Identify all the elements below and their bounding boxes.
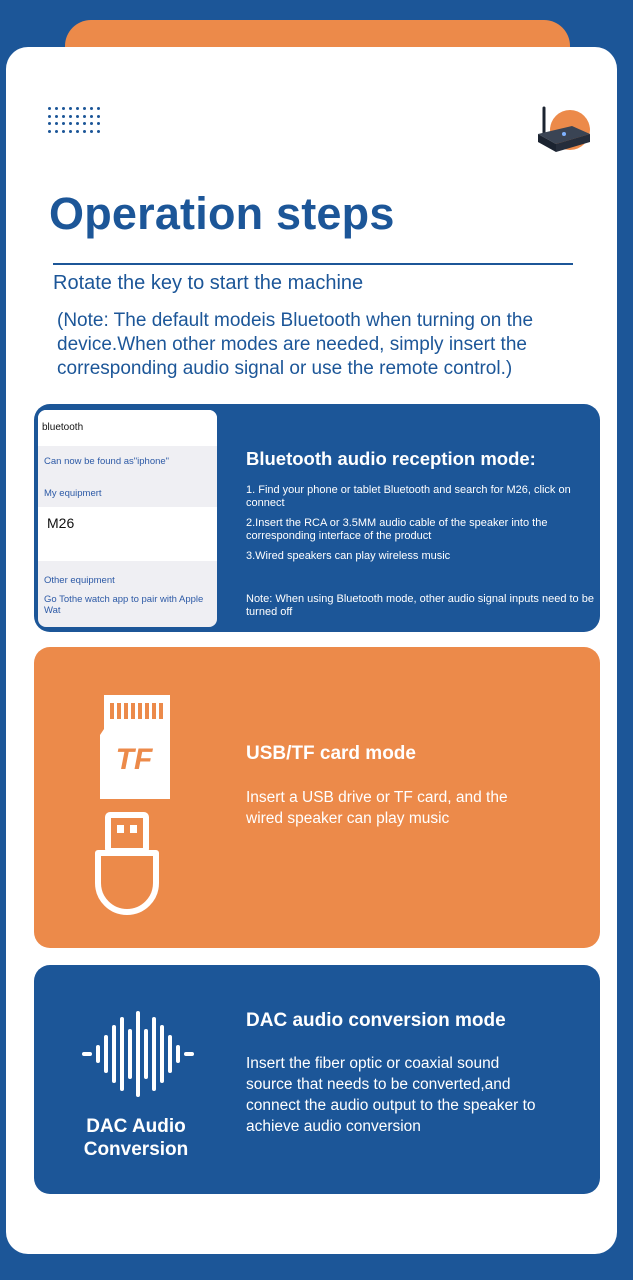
dot <box>62 130 65 133</box>
page-title: Operation steps <box>49 188 395 239</box>
dot <box>76 130 79 133</box>
dot <box>76 122 79 125</box>
dot <box>97 115 100 118</box>
dac-caption: DAC Audio Conversion <box>83 1116 189 1160</box>
dot <box>62 107 65 110</box>
usb-drive-icon <box>94 811 160 917</box>
title-divider <box>53 263 573 265</box>
dot <box>83 130 86 133</box>
dot <box>76 107 79 110</box>
dot <box>69 122 72 125</box>
dot <box>83 107 86 110</box>
page-subtitle: Rotate the key to start the machine <box>53 272 364 294</box>
dot <box>55 130 58 133</box>
dot <box>97 122 100 125</box>
tf-card-label: TF <box>115 743 153 776</box>
dot <box>55 115 58 118</box>
bluetooth-search-text: bluetooth <box>42 422 84 433</box>
dot <box>90 107 93 110</box>
bluetooth-receiver-device-icon <box>532 104 594 160</box>
dot <box>90 115 93 118</box>
dot <box>69 107 72 110</box>
usb-tf-mode-panel <box>34 647 600 948</box>
bluetooth-step: 3.Wired speakers can play wireless music <box>246 550 451 562</box>
dot <box>55 107 58 110</box>
mode-note: (Note: The default modeis Bluetooth when turning on the device.When other modes are needed, simply insert the corresponding audio signal or use the remote control.) <box>57 310 534 379</box>
dot <box>90 122 93 125</box>
bluetooth-note: Note: When using Bluetooth mode, other audio signal inputs need to be turned off <box>246 593 594 618</box>
bluetooth-steps-list <box>246 484 592 570</box>
dot <box>55 122 58 125</box>
my-equipment-label: My equipmert <box>44 488 102 499</box>
dot <box>69 130 72 133</box>
dot <box>76 115 79 118</box>
dac-mode-panel <box>34 965 600 1194</box>
dot <box>48 115 51 118</box>
dot <box>48 107 51 110</box>
bluetooth-mode-panel <box>34 404 600 632</box>
discoverable-text: Can now be found as"iphone" <box>44 456 170 467</box>
dot <box>83 115 86 118</box>
other-equipment-label: Other equipment <box>44 575 115 586</box>
dot <box>62 115 65 118</box>
dac-heading: DAC audio conversion mode <box>246 1010 506 1031</box>
phone-bluetooth-screen <box>38 410 217 627</box>
dot <box>48 130 51 133</box>
watch-hint-text: Go Tothe watch app to pair with Apple Wat <box>44 594 204 616</box>
bluetooth-step: 1. Find your phone or tablet Bluetooth and search for M26, click on connect <box>246 484 571 509</box>
bluetooth-heading: Bluetooth audio reception mode: <box>246 448 536 469</box>
usb-tf-heading: USB/TF card mode <box>246 743 416 764</box>
device-name: M26 <box>47 515 75 531</box>
usb-tf-text: Insert a USB drive or TF card, and the wired speaker can play music <box>246 789 508 827</box>
sound-wave-icon <box>80 1009 196 1099</box>
dot <box>48 122 51 125</box>
dot <box>90 130 93 133</box>
dot <box>69 115 72 118</box>
bluetooth-step: 2.Insert the RCA or 3.5MM audio cable of the speaker into the corresponding interface of the product <box>246 517 548 542</box>
dots-pattern-icon <box>48 107 102 135</box>
tf-card-icon <box>100 695 170 799</box>
dot <box>62 122 65 125</box>
dac-text: Insert the fiber optic or coaxial sound source that needs to be converted,and connect the audio output to the speaker to achieve audio conversion <box>246 1055 536 1135</box>
dot <box>97 107 100 110</box>
dot <box>83 122 86 125</box>
dot <box>97 130 100 133</box>
